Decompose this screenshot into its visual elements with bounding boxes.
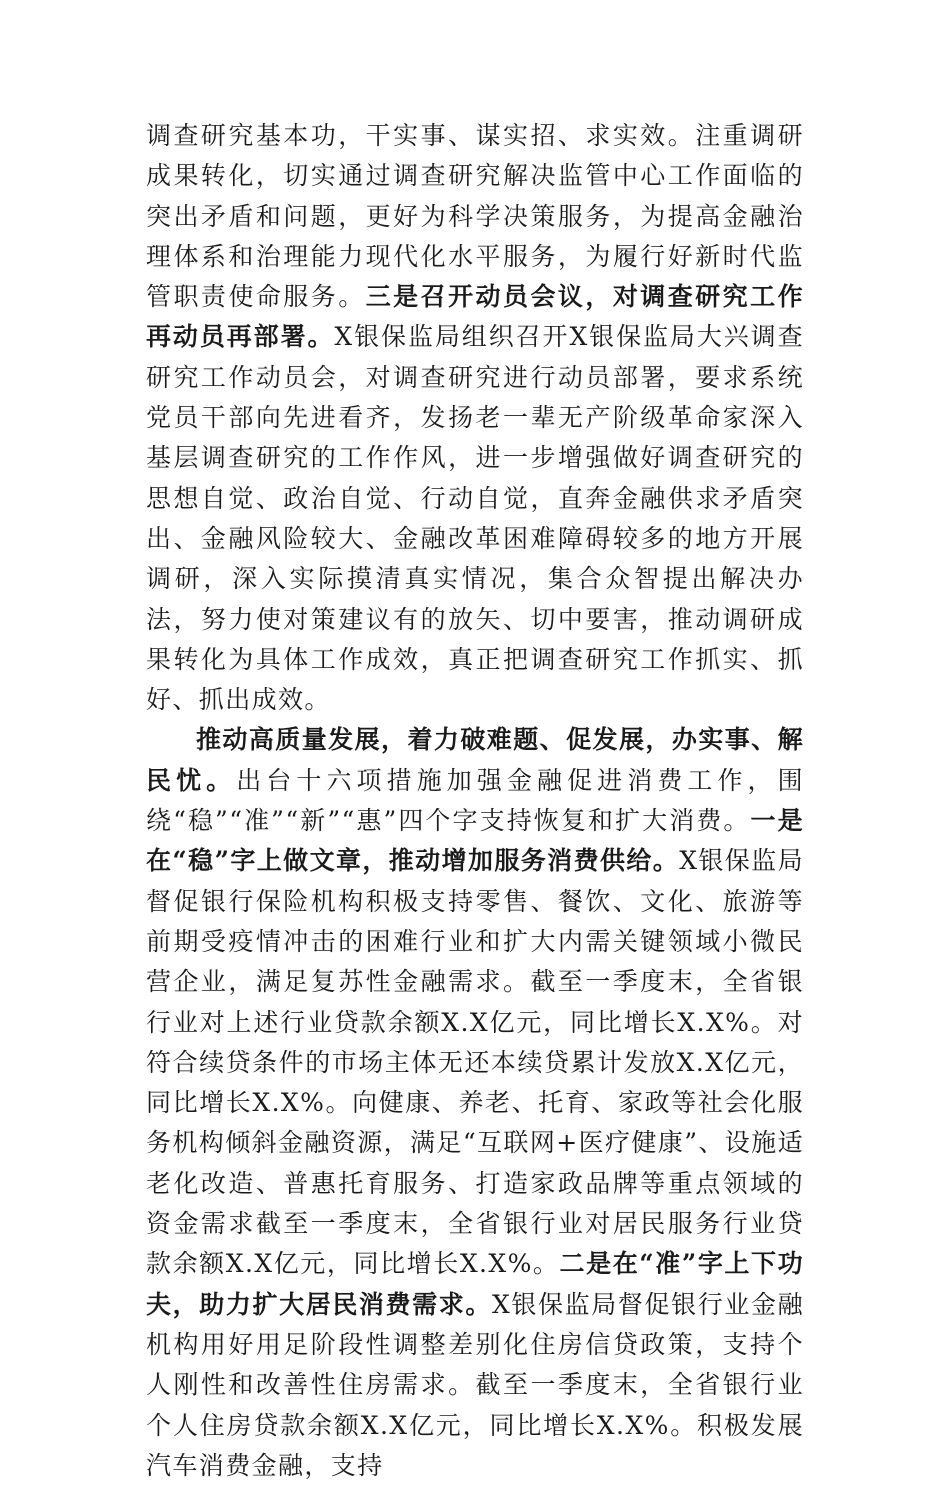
bold-heading-segment: 二是在“准”字上下功夫，助力扩大居民消费需求。	[146, 1249, 804, 1319]
text-segment: X银保监局督促银行保险机构积极支持零售、餐饮、文化、旅游等前期受疫情冲击的困难行业和扩大内需关键领域小微民营企业，满足复苏性金融需求。截至一季度末，全省银行业对上述行业贷款余额X.X亿元，同比增长X.X%。对符合续贷条件的市场主体无还本续贷累计发放X.X亿元，同比增长X.X%。向健康、养老、托育、家政等社会化服务机构倾斜金融资源，满足“互联网+医疗健康”、设施适老化改造、普惠托育服务、打造家政品牌等重点领域的资金需求截至一季度末，全省银行业对居民服务行业贷款余额X.X亿元，同比增长X.X%。	[146, 846, 804, 1279]
bold-heading-segment: 推动高质量发展，着力破难题、促发展，办实事、解民忧。	[146, 725, 804, 795]
paragraph-research-mobilization	[146, 116, 804, 720]
bold-heading-segment: 一是在“稳”字上做文章，推动增加服务消费供给。	[146, 806, 804, 876]
text-segment: X银保监局组织召开X银保监局大兴调查研究工作动员会，对调查研究进行动员部署，要求系统党员干部向先进看齐，发扬老一辈无产阶级革命家深入基层调查研究的工作作风，进一步增强做好调查研究的思想自觉、政治自觉、行动自觉，直奔金融供求矛盾突出、金融风险较大、金融改革困难障碍较多的地方开展调研，深入实际摸清真实情况，集合众智提出解决办法，努力使对策建议有的放矢、切中要害，推动调研成果转化为具体工作成效，真正把调查研究工作抓实、抓好、抓出成效。	[146, 322, 804, 715]
text-segment: X银保监局督促银行业金融机构用好用足阶段性调整差别化住房信贷政策，支持个人刚性和改善性住房需求。截至一季度末，全省银行业个人住房贷款余额X.X亿元，同比增长X.X%。积极发展汽车消费金融，支持	[146, 1289, 804, 1480]
text-segment: 出台十六项措施加强金融促进消费工作，围绕“稳”“准”“新”“惠”四个字支持恢复和扩大消费。	[146, 765, 804, 836]
text-segment: 调查研究基本功，干实事、谋实招、求实效。注重调研成果转化，切实通过调查研究解决监管中心工作面临的突出矛盾和问题，更好为科学决策服务，为提高金融治理体系和治理能力现代化水平服务，为履行好新时代监管职责使命服务。	[146, 121, 804, 312]
paragraph-high-quality-development	[146, 720, 804, 1486]
bold-heading-segment: 三是召开动员会议，对调查研究工作再动员再部署。	[146, 282, 804, 352]
